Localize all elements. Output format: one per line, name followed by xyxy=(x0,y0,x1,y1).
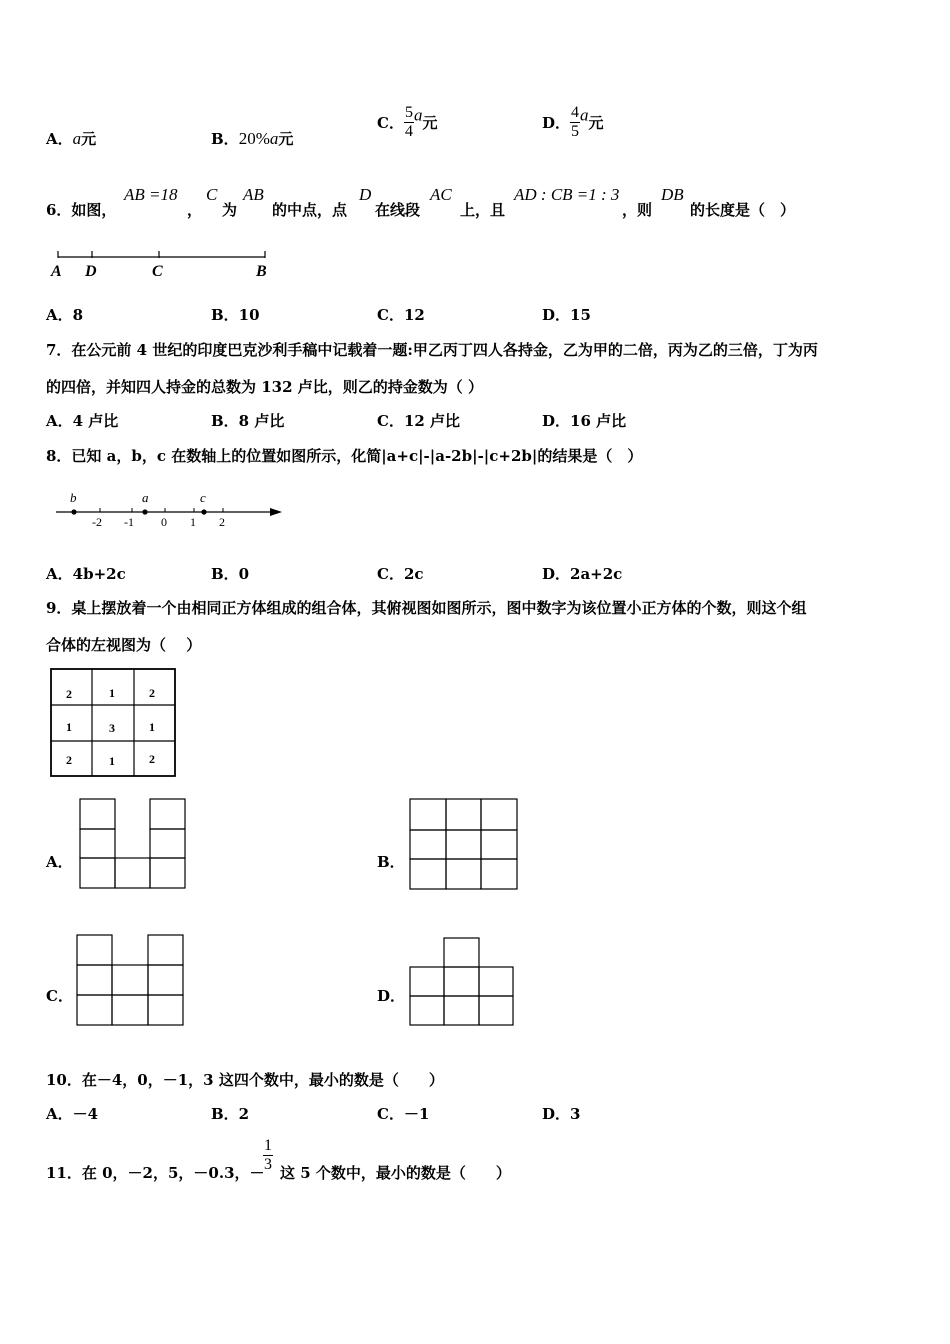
q11-fraction: $\frac{1}{3}$ xyxy=(264,1137,272,1173)
q11-stem-suffix: 这 5 个数中，最小的数是（ ） xyxy=(280,1164,511,1182)
q9-option-d-figure xyxy=(409,937,515,1027)
q11-stem-prefix: 11．在 0，－2，5，－0.3，－ xyxy=(46,1164,265,1182)
q5-option-b: B．20%a元 xyxy=(211,129,294,148)
tick-label: 0 xyxy=(161,515,167,529)
tick-label: -1 xyxy=(124,515,134,529)
q6-option-b: B．10 xyxy=(211,306,260,324)
point-b xyxy=(71,509,76,514)
point-a xyxy=(142,509,147,514)
grid-cell: 1 xyxy=(109,754,115,768)
q9-option-a-label: A． xyxy=(46,853,73,871)
grid-cell: 2 xyxy=(149,686,155,700)
fraction: $\frac{5}{4}$ xyxy=(404,104,413,140)
tick-label: 1 xyxy=(190,515,196,529)
q7-option-a: A．4 卢比 xyxy=(46,412,119,430)
tick-label: 2 xyxy=(219,515,225,529)
tick-label: -2 xyxy=(92,515,102,529)
q8-option-b: B．0 xyxy=(211,565,250,583)
q8-option-a: A．4b+2c xyxy=(46,565,126,583)
q6-segment-figure xyxy=(46,246,276,286)
q7-option-c: C．12 卢比 xyxy=(377,412,461,430)
q6-option-d: D．15 xyxy=(542,306,591,324)
label-c: C xyxy=(152,263,163,280)
arrow-icon xyxy=(270,508,282,516)
q9-option-c-figure xyxy=(76,934,186,1027)
grid-cell: 1 xyxy=(109,686,115,700)
q7-option-d: D．16 卢比 xyxy=(542,412,627,430)
q9-top-view-grid xyxy=(49,667,179,780)
q9-option-c-label: C． xyxy=(46,987,73,1005)
q8-stem: 8．已知 a，b，c 在数轴上的位置如图所示，化简|a+c|-|a-2b|-|c+2b|的结果是（ ） xyxy=(46,447,643,465)
q9-option-d-label: D． xyxy=(377,987,406,1005)
q9-stem-line2: 合体的左视图为（ ） xyxy=(46,636,202,654)
q9-option-b-figure xyxy=(409,798,519,891)
q10-option-b: B．2 xyxy=(211,1105,250,1123)
grid-cell: 3 xyxy=(109,721,115,735)
q7-stem-line2: 的四倍，并知四人持金的总数为 132 卢比，则乙的持金数为（ ） xyxy=(46,378,483,396)
q5-option-d: D． $\frac{4}{5}$ a元 xyxy=(542,104,604,140)
q8-option-d: D．2a+2c xyxy=(542,565,623,583)
q8-option-c: C．2c xyxy=(377,565,424,583)
grid-cell: 1 xyxy=(149,720,155,734)
q6-option-a: A．8 xyxy=(46,306,84,324)
point-c xyxy=(201,509,206,514)
fraction: $\frac{4}{5}$ xyxy=(571,104,580,140)
q9-stem-line1: 9．桌上摆放着一个由相同正方体组成的组合体，其俯视图如图所示，图中数字为该位置小正方体的个数，则这个组 xyxy=(46,599,807,617)
q5-option-a: A．a元 xyxy=(46,129,97,148)
label-b: b xyxy=(70,490,77,505)
label-c: c xyxy=(200,490,206,505)
q7-stem-line1: 7．在公元前 4 世纪的印度巴克沙利手稿中记载着一题:甲乙丙丁四人各持金，乙为甲的二倍，丙为乙的三倍，丁为丙 xyxy=(46,341,818,359)
grid-cell: 1 xyxy=(66,720,72,734)
q5-option-c: C． $\frac{5}{4}$ a元 xyxy=(377,104,438,140)
q9-option-b-label: B． xyxy=(377,853,405,871)
label-b: B xyxy=(256,263,267,280)
label-d: D xyxy=(85,263,97,280)
q7-option-b: B．8 卢比 xyxy=(211,412,285,430)
q10-stem: 10．在－4，0，－1，3 这四个数中，最小的数是（ ） xyxy=(46,1071,444,1089)
grid-cell: 2 xyxy=(66,753,72,767)
grid-cell: 2 xyxy=(149,752,155,766)
q9-option-a-figure xyxy=(79,798,187,890)
label-a: A xyxy=(51,263,62,280)
grid-cell: 2 xyxy=(66,687,72,701)
q6-option-c: C．12 xyxy=(377,306,425,324)
q10-option-a: A．－4 xyxy=(46,1105,99,1123)
q10-option-c: C．－1 xyxy=(377,1105,430,1123)
q10-option-d: D．3 xyxy=(542,1105,581,1123)
label-a: a xyxy=(142,490,149,505)
q8-number-line xyxy=(52,488,292,532)
